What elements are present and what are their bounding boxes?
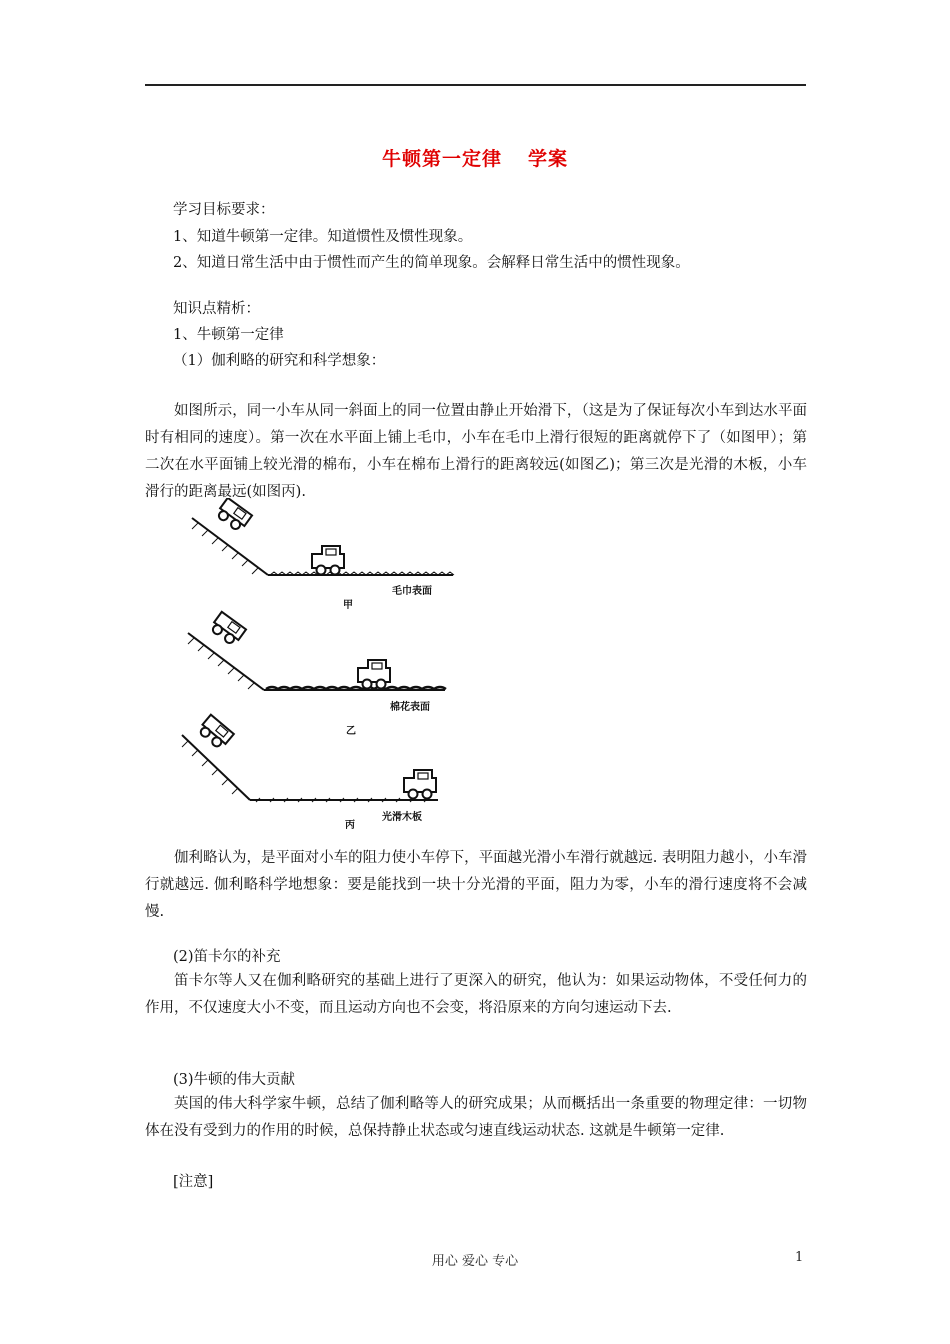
section-heading: 1、牛顿第一定律 bbox=[173, 327, 284, 343]
surface-label: 棉花表面 bbox=[390, 702, 430, 713]
subsection-heading: (3)牛顿的伟大贡献 bbox=[173, 1072, 296, 1088]
panel-caption: 乙 bbox=[346, 726, 356, 737]
note-label: [注意] bbox=[173, 1174, 214, 1190]
subsection-heading: （1）伽利略的研究和科学想象： bbox=[173, 353, 386, 369]
incline-experiment-figure bbox=[170, 498, 460, 838]
header-rule bbox=[145, 84, 806, 86]
surface-label: 毛巾表面 bbox=[392, 586, 432, 597]
paragraph-newton: 英国的伟大科学家牛顿，总结了伽利略等人的研究成果；从而概括出一条重要的物理定律：一切物体在没有受到力的作用的时候，总保持静止状态或匀速直线运动状态. 这就是牛顿第一定律. bbox=[145, 1096, 807, 1139]
paragraph-galileo: 伽利略认为，是平面对小车的阻力使小车停下，平面越光滑小车滑行就越远. 表明阻力越小，小车滑行就越远. 伽利略科学地想象：要是能找到一块十分光滑的平面，阻力为零，小车的滑行速度将不会减慢. bbox=[145, 850, 807, 920]
car-stopped bbox=[404, 770, 436, 799]
title-sub: 学案 bbox=[528, 148, 569, 170]
objective-item: 2、知道日常生活中由于惯性而产生的简单现象。会解释日常生活中的惯性现象。 bbox=[173, 255, 690, 271]
objectives-heading: 学习目标要求： bbox=[173, 202, 275, 218]
page-title bbox=[0, 144, 950, 171]
title-main: 牛顿第一定律 bbox=[381, 148, 502, 170]
car-on-incline bbox=[209, 612, 246, 647]
knowledge-heading: 知识点精析： bbox=[173, 301, 260, 317]
objective-item: 1、知道牛顿第一定律。知道惯性及惯性现象。 bbox=[173, 229, 473, 245]
panel-towel bbox=[192, 498, 454, 611]
footer-text: 用心 爱心 专心 bbox=[431, 1254, 519, 1269]
surface-label: 光滑木板 bbox=[382, 812, 422, 823]
car-on-incline bbox=[197, 715, 234, 751]
panel-board bbox=[182, 715, 438, 831]
panel-caption: 甲 bbox=[343, 600, 353, 611]
subsection-heading: (2)笛卡尔的补充 bbox=[173, 949, 281, 965]
car-stopped bbox=[312, 546, 344, 575]
panel-caption: 丙 bbox=[345, 820, 355, 831]
paragraph-descartes: 笛卡尔等人又在伽利略研究的基础上进行了更深入的研究，他认为：如果运动物体，不受任何力的作用，不仅速度大小不变，而且运动方向也不会变，将沿原来的方向匀速运动下去. bbox=[145, 973, 807, 1016]
page-number: 1 bbox=[795, 1250, 804, 1265]
paragraph-experiment: 如图所示，同一小车从同一斜面上的同一位置由静止开始滑下，（这是为了保证每次小车到达水平面时有相同的速度）。第一次在水平面上铺上毛巾，小车在毛巾上滑行很短的距离就停下了（如图甲）；第二次在水平面铺上较光滑的棉布，小车在棉布上滑行的距离较远(如图乙)；第三次是光滑的木板，小车滑行的距离最远(如图丙). bbox=[145, 403, 807, 500]
panel-cotton bbox=[188, 612, 446, 737]
car-stopped bbox=[358, 660, 390, 689]
car-on-incline bbox=[215, 498, 252, 533]
